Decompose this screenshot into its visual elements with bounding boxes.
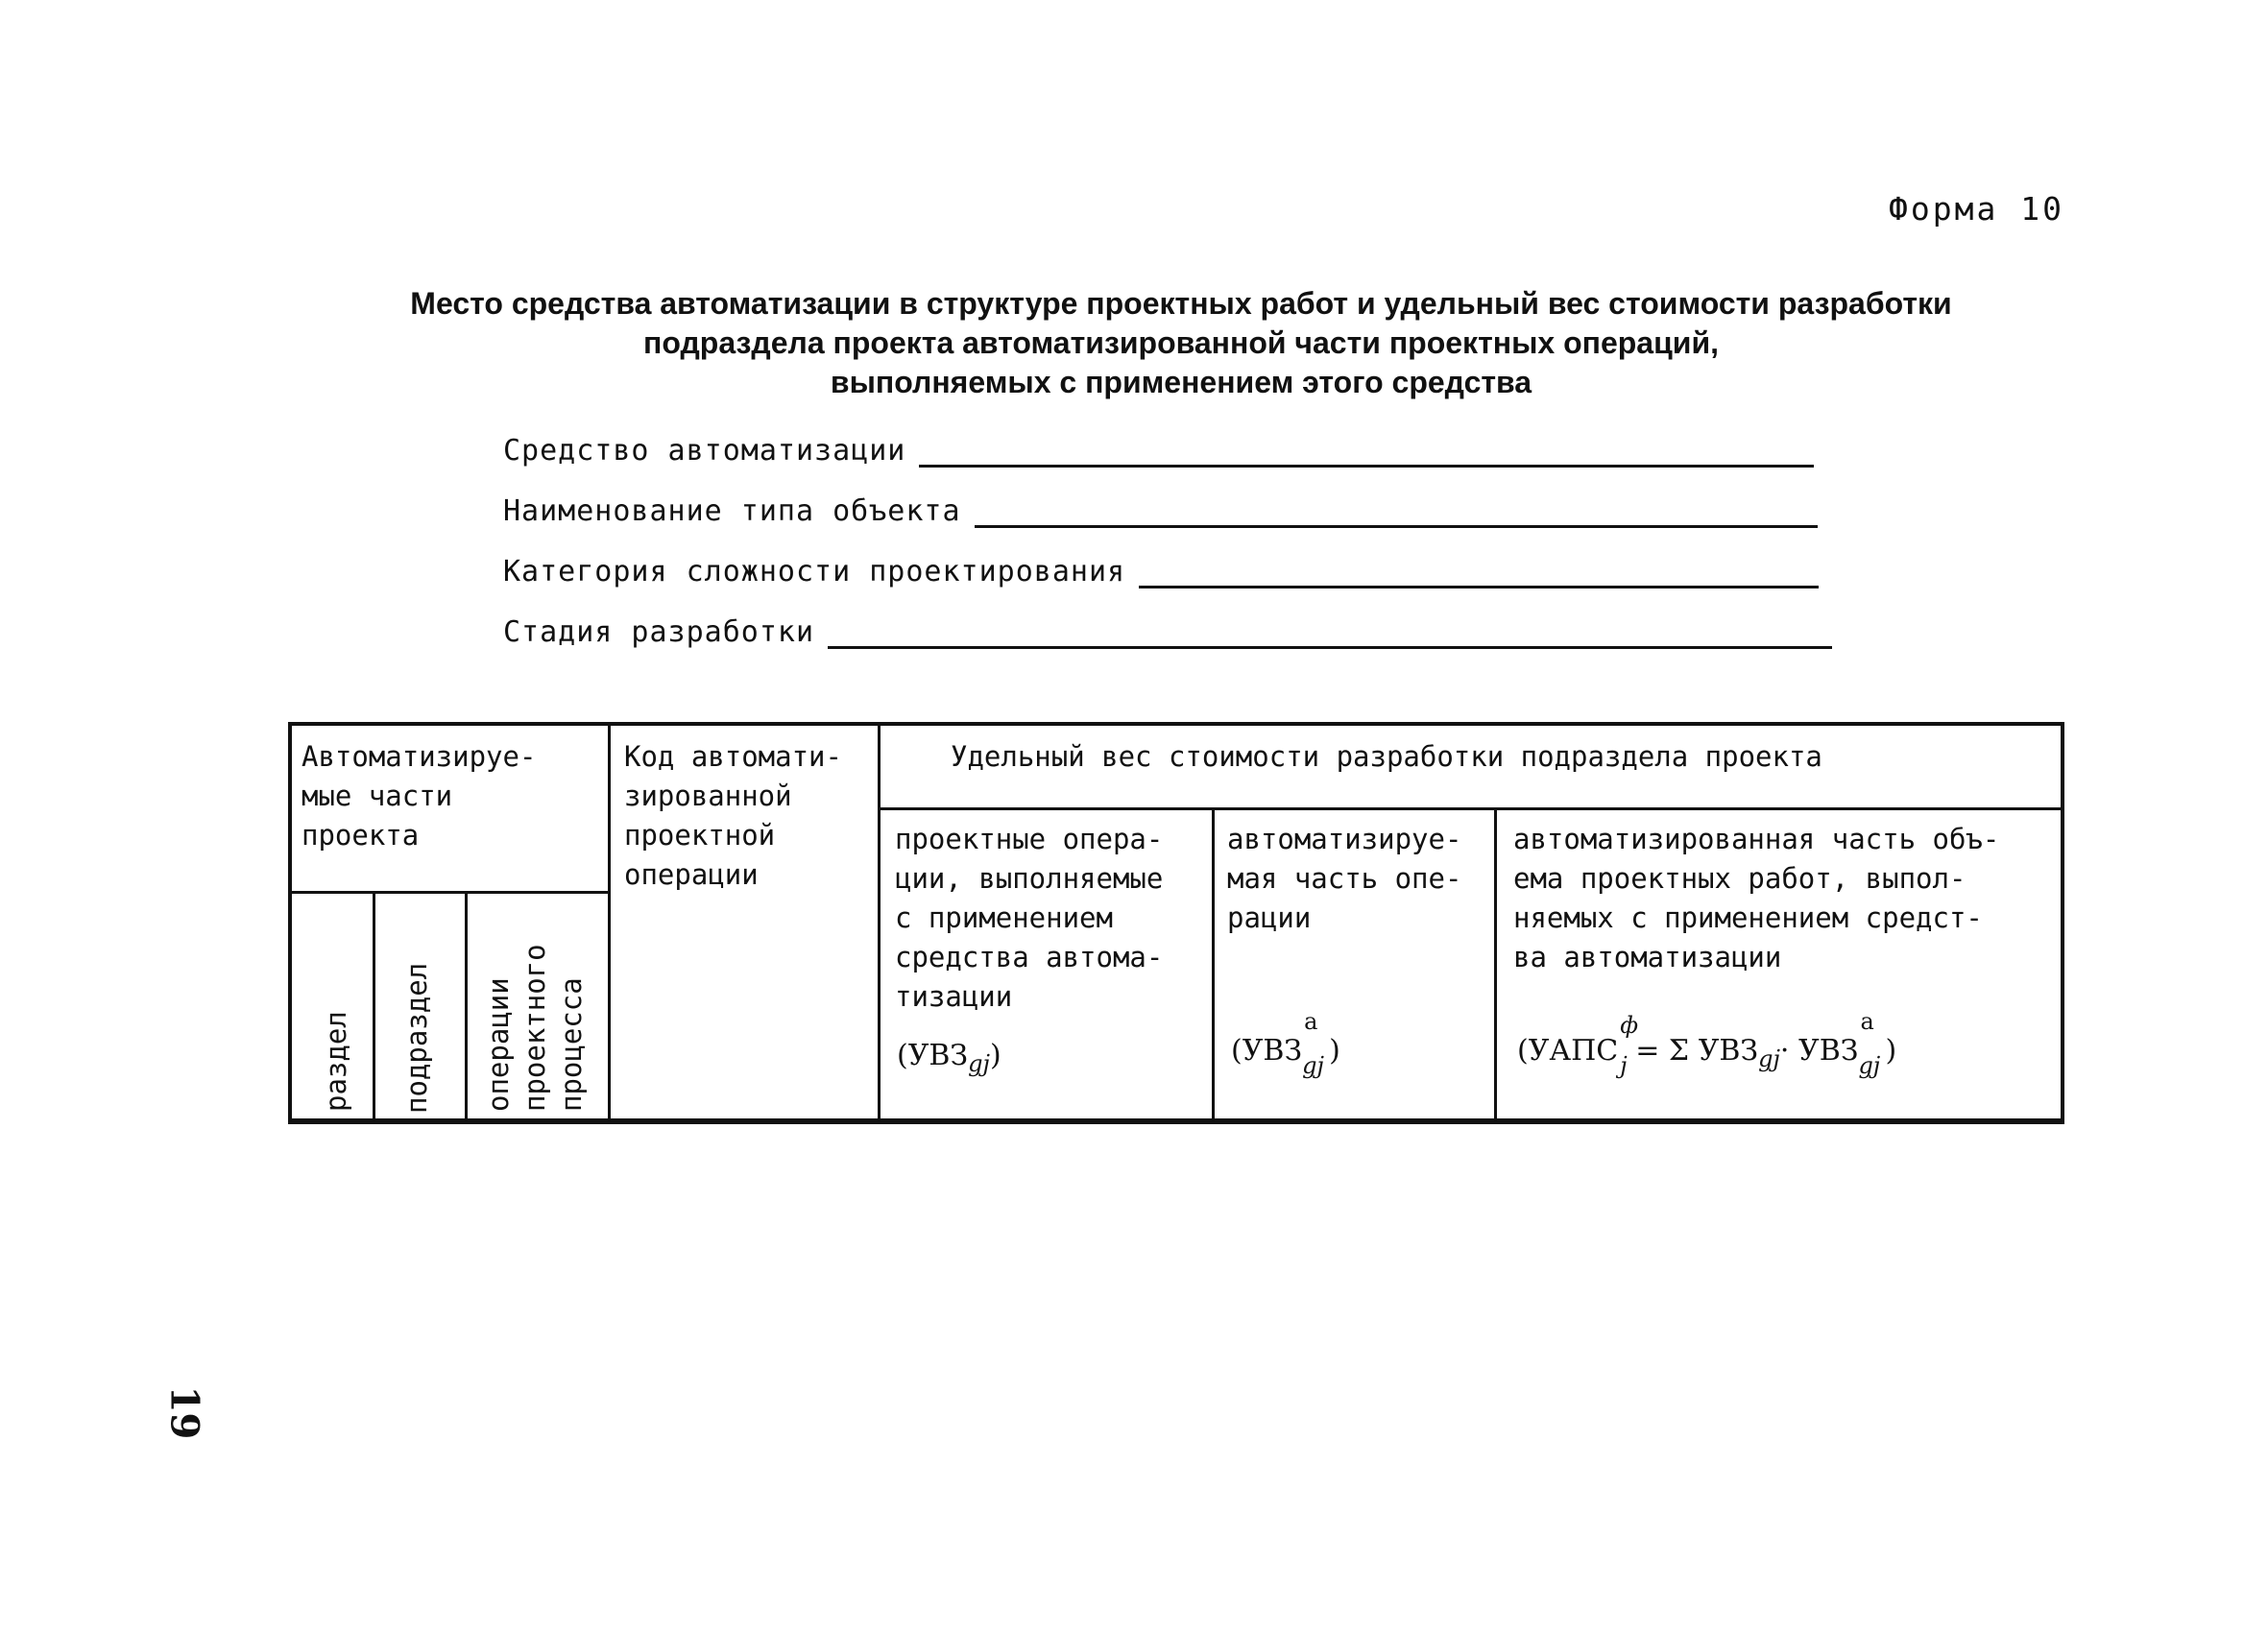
field-complexity-category (503, 555, 1819, 588)
subheader-process-operations: операции проектного процесса (482, 944, 588, 1112)
divider-group-header (878, 807, 2064, 810)
divider-col3 (1212, 808, 1215, 1124)
table-border-left (288, 722, 292, 1124)
field-object-type (503, 494, 1818, 528)
title-line-3: выполняемых с применением этого средства (830, 365, 1532, 399)
divider-sub2 (465, 891, 468, 1124)
field-label: Стадия разработки (503, 615, 815, 649)
formula-uvz-gj: $(УВЗ_{gj})$ (897, 1039, 1001, 1077)
header-cost-weight: Удельный вес стоимости разработки подраздела проекта (951, 740, 1822, 773)
fill-line[interactable] (828, 627, 1832, 649)
subheader-section: раздел (320, 1011, 352, 1112)
header-design-operations: проектные опера- ции, выполняемые с применением средства автома- тизации (895, 823, 1164, 1013)
table-border-right (2061, 722, 2064, 1124)
table-border-top (288, 722, 2064, 726)
divider-col4 (1494, 808, 1497, 1124)
field-label: Категория сложности проектирования (503, 555, 1126, 588)
divider-sub1 (373, 891, 375, 1124)
title-line-2: подраздела проекта автоматизированной части проектных операций, (643, 325, 1719, 360)
subheader-subsection: подраздел (400, 962, 433, 1114)
fill-line[interactable] (1139, 566, 1819, 588)
field-automation-tool (503, 434, 1814, 468)
formula-uvz-a-gj: (УВЗ а gj ) (1231, 1008, 1340, 1079)
header-operation-code: Код автомати- зированной проектной операции (624, 740, 842, 891)
header-automated-work-volume: автоматизированная часть объ- ема проектных работ, выпол- няемых с применением средст- ва автоматизации (1513, 823, 2000, 973)
field-label: Наименование типа объекта (503, 494, 961, 528)
page-number: 19 (161, 1385, 207, 1440)
divider-col1-header (288, 891, 611, 894)
header-automated-part-operation: автоматизируе- мая часть опе- рации (1227, 823, 1462, 934)
form-number: Форма 10 (1889, 190, 2064, 228)
cost-weight-table (288, 722, 2064, 1125)
title-line-1: Место средства автоматизации в структуре проектных работ и удельный вес стоимости разработки (410, 286, 1952, 321)
formula-uaps: (УАПС ф j = Σ $УВЗ_{gj}\cdot$ УВЗ а gj ) (1517, 1008, 1897, 1079)
fill-line[interactable] (919, 445, 1814, 468)
form-title (288, 284, 2074, 402)
field-development-stage (503, 615, 1832, 649)
field-label: Средство автоматизации (503, 434, 906, 468)
table-border-bottom (288, 1118, 2064, 1124)
fill-line[interactable] (975, 506, 1818, 528)
header-automated-parts: Автоматизируе- мые части проекта (302, 740, 537, 852)
divider-col1 (608, 722, 611, 1124)
